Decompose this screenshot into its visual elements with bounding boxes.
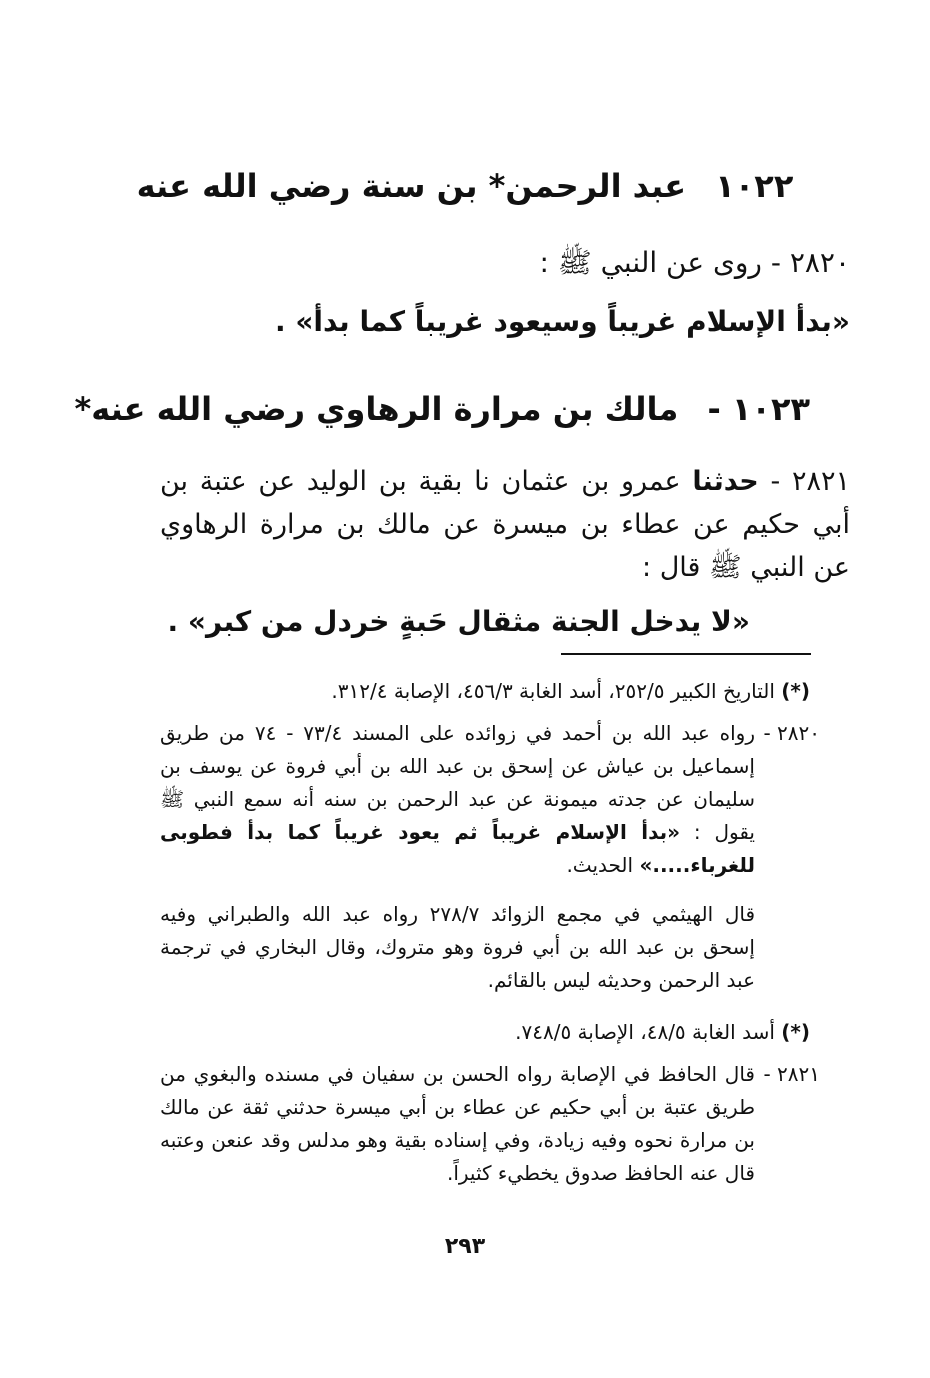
isnad-text: عمرو بن عثمان نا بقية بن الوليد عن عتبة بن أبي حكيم عن عطاء بن ميسرة عن مالك بن مرارة الرهاوي عن النبي ﷺ قال : [160, 466, 850, 583]
footnote-4-number: ٢٨٢١ - [763, 1062, 820, 1086]
hadith-number: ٢٨٢١ - [770, 466, 850, 497]
footnote-2-haythami: قال الهيثمي في مجمع الزوائد ٢٧٨/٧ رواه عبد الله والطبراني وفيه إسحق بن عبد الله بن أبي فروة وهو متروك، وقال البخاري في ترجمة عبد الرحمن وحديثه ليس بالقائم. [160, 902, 756, 992]
heading-number: ١٠٢٣ - [707, 390, 810, 428]
section-heading-1023 [74, 390, 810, 428]
hadith-number: ٢٨٢٠ - [770, 246, 850, 279]
hadith-intro-text: روى عن النبي ﷺ : [539, 246, 762, 279]
footnote-tail: الحديث. [566, 853, 634, 877]
footnote-2 [160, 717, 755, 882]
footnote-4: قال الحافظ في الإصابة رواه الحسن بن سفيان في مسنده والبغوي من طريق عتبة بن أبي حكيم عن عطاء بن أبي ميسرة حدثني ثقة عن مالك بن مرارة نحوه وفيه زيادة، وفي إسناده بقية وهو مدلس وقد عنعن وعتبه قال عنه الحافظ صدوق يخطيء كثيراً. [160, 1062, 755, 1185]
footnote-text: التاريخ الكبير ٢٥٢/٥، أسد الغابة ٤٥٦/٣، الإصابة ٣١٢/٤. [331, 679, 775, 703]
section-heading-1022 [120, 167, 810, 205]
footnote-3 [150, 1016, 810, 1049]
footnote-marker: (*) [781, 679, 810, 703]
footnote-text: أسد الغابة ٤٨/٥، الإصابة ٧٤٨/٥. [515, 1020, 775, 1044]
footnote-marker: (*) [781, 1020, 810, 1044]
footnote-separator [561, 653, 811, 655]
footnote-text: رواه عبد الله بن أحمد في زوائده على المسند ٧٣/٤ - ٧٤ من طريق إسماعيل بن عياش عن إسحق بن عبد الله بن أبي فروة عن يوسف بن سليمان عن جدته ميمونة عن عبد الرحمن بن سنه أنه سمع النبي ﷺ يقول : [160, 721, 755, 844]
hadith-2820-intro [540, 246, 850, 280]
footnote-1 [150, 675, 810, 708]
hadith-2820-quote: «بدأ الإسلام غريباً وسيعود غريباً كما بدأ» . [274, 305, 850, 338]
heading-text: مالك بن مرارة الرهاوي رضي الله عنه* [74, 390, 679, 428]
hadith-2821-quote: «لا يدخل الجنة مثقال حَبةٍ خردل من كبر» . [167, 605, 750, 638]
heading-number: ١٠٢٢ [715, 167, 794, 205]
page-number: ٢٩٣ [444, 1234, 486, 1259]
footnote-quote: «بدأ الإسلام غريباً ثم يعود غريباً كما بدأ فطوبى للغرباء.....» [160, 820, 755, 877]
heading-text: عبد الرحمن* بن سنة رضي الله عنه [136, 167, 687, 205]
footnote-2-number: ٢٨٢٠ - [763, 721, 820, 745]
hadith-2821-isnad [160, 460, 850, 589]
haddathana-word: حدثنا [692, 466, 759, 497]
